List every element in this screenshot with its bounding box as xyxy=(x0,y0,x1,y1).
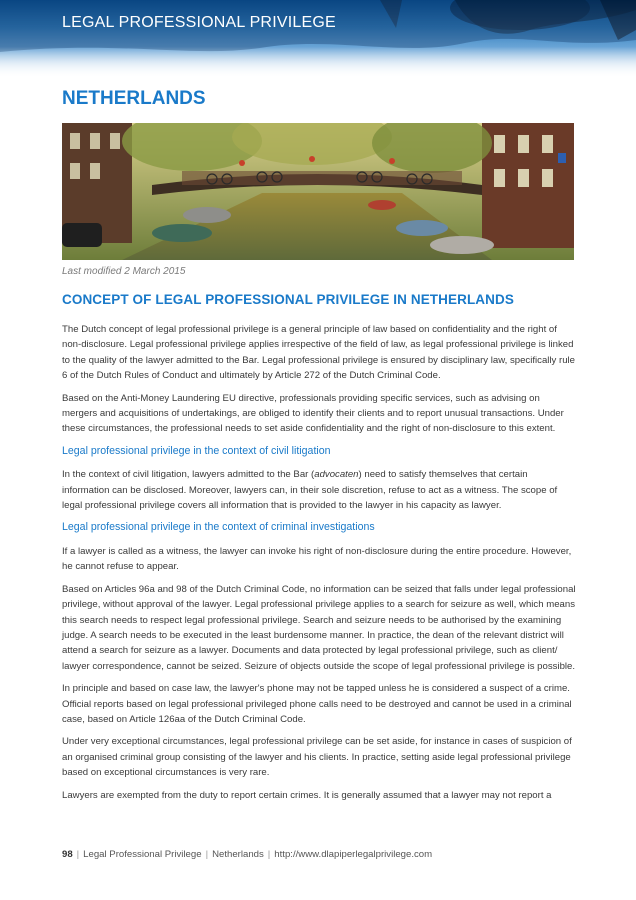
paragraph-text: In the context of civil litigation, lawyers admitted to the Bar ( xyxy=(62,469,315,481)
last-modified: Last modified 2 March 2015 xyxy=(62,266,186,277)
paragraph: The Dutch concept of legal professional privilege is a general principle of law based on confidentiality and the right of non-disclosure. Legal professional privilege applies irrespective of the field of law, as legal professional privilege is linked to the quality of the lawyer admitted to the Bar. Legal professional privilege is ensured by disciplinary law, specifically rule 6 of the Dutch Rules of Conduct and ultimately by Article 272 of the Dutch Criminal Code. xyxy=(62,324,576,382)
paragraph: If a lawyer is called as a witness, the lawyer can invoke his right of non-disclosure during the entire procedure. However, he cannot refuse to appear. xyxy=(62,545,572,573)
banner-photo xyxy=(0,0,636,78)
paragraph: Based on Articles 96a and 98 of the Dutch Criminal Code, no information can be seized that falls under legal professional privilege, without approval of the lawyer. Legal professional privilege applies to a search for seizure as well, which means this search needs to respect legal professional privilege. Search and seizure needs to be authorised by the examining judge. A search needs to be executed in the least burdensome manner. In practice, the dean of the relevant district will attend a search for seizure as a lawyer. Documents and data protected by legal professional privilege, such as client/ lawyer correspondence, cannot be seized. Seizure of objects outside the scope of legal professional privilege is possible. xyxy=(62,583,576,672)
footer-separator: | xyxy=(205,849,209,860)
footer-separator: | xyxy=(76,849,80,860)
canal-photo xyxy=(62,123,574,260)
paragraph xyxy=(62,467,577,513)
paragraph: Lawyers are exempted from the duty to report certain crimes. It is generally assumed that a lawyer may not report a xyxy=(62,789,552,801)
paragraph-text: ) need to satisfy themselves that certain information can be disclosed. Moreover, lawyers can, in their sole discretion, refuse to act as a witness. The scope of legal professional privilege covers all information that is provided to the lawyer in his capacity as lawyer. xyxy=(62,469,558,512)
banner-title: LEGAL PROFESSIONAL PRIVILEGE xyxy=(62,14,336,31)
subheading-criminal-investigations: Legal professional privilege in the context of criminal investigations xyxy=(62,521,375,534)
footer-guide-title: Legal Professional Privilege xyxy=(83,849,202,860)
footer-separator: | xyxy=(267,849,271,860)
page-footer xyxy=(62,849,582,860)
footer-country: Netherlands xyxy=(212,849,264,860)
emphasis-advocaten: advocaten xyxy=(314,469,359,481)
section-heading: CONCEPT OF LEGAL PROFESSIONAL PRIVILEGE IN NETHERLANDS xyxy=(62,292,514,307)
paragraph: Under very exceptional circumstances, legal professional privilege can be set aside, for instance in cases of suspicion of an organised criminal group consisting of the lawyer and his clients. In practice, setting aside legal professional privilege based on exceptional circumstances is very rare. xyxy=(62,736,572,779)
subheading-civil-litigation: Legal professional privilege in the context of civil litigation xyxy=(62,444,331,457)
footer-url-link[interactable]: http://www.dlapiperlegalprivilege.com xyxy=(274,849,433,860)
paragraph: In principle and based on case law, the lawyer's phone may not be tapped unless he is considered a suspect of a crime. Official reports based on legal professional privileged phone calls need to be destroyed and cannot be used in a criminal case, based on Article 126aa of the Dutch Criminal Code. xyxy=(62,683,572,725)
body-content xyxy=(62,322,577,810)
header-banner xyxy=(0,0,636,78)
page-title: NETHERLANDS xyxy=(62,88,206,109)
page-number: 98 xyxy=(62,849,73,860)
canal-photo-illustration xyxy=(62,123,574,260)
paragraph: Based on the Anti-Money Laundering EU directive, professionals providing specific services, such as advising on mergers and acquisitions of undertakings, are obliged to identify their clients and to report unusual transactions. Under these circumstances, the professional needs to set aside confidentiality and the right of non-disclosure to this extent. xyxy=(62,392,564,435)
